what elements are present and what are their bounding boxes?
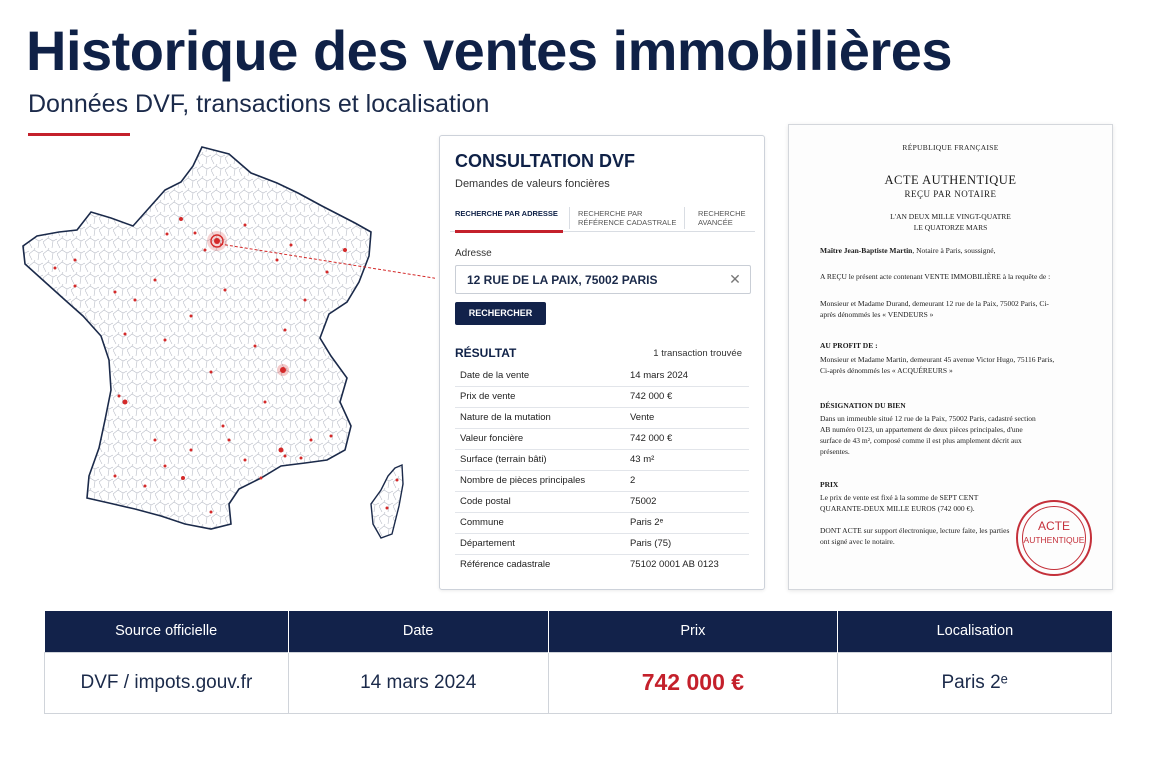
address-label: Adresse	[455, 248, 492, 259]
row-value: 43 m²	[625, 449, 749, 470]
row-value: 2	[625, 470, 749, 491]
row-key: Commune	[455, 512, 625, 533]
notarial-deed	[788, 124, 1113, 590]
title-accent-line	[28, 133, 130, 136]
notary-rest: , Notaire à Paris, soussigné,	[912, 246, 996, 255]
stamp-line2: AUTHENTIQUE	[1023, 535, 1085, 545]
panel-title: CONSULTATION DVF	[455, 151, 635, 171]
active-tab-indicator	[455, 230, 563, 233]
row-value: 75002	[625, 491, 749, 512]
address-input[interactable]	[455, 265, 751, 294]
row-value: Paris (75)	[625, 533, 749, 554]
row-value: 75102 0001 AB 0123	[630, 559, 719, 571]
row-key: Valeur foncière	[455, 428, 625, 449]
mainland-outline	[23, 147, 371, 529]
summary-row	[45, 652, 1112, 713]
row-key: Référence cadastrale	[460, 559, 551, 571]
tab-recherche-adresse[interactable]: RECHERCHE PAR ADRESSE	[455, 209, 558, 218]
deed-closing: DONT ACTE sur support électronique, lecture faite, les parties ont signé avec le notaire.	[820, 526, 1010, 546]
row-key: Date de la vente	[455, 365, 625, 386]
result-table	[455, 365, 749, 575]
row-value: 14 mars 2024	[625, 365, 749, 386]
search-tabs	[450, 206, 755, 232]
close-icon[interactable]: ✕	[729, 271, 741, 287]
stamp-line1: ACTE	[1037, 519, 1070, 533]
header-source: Source officielle	[45, 611, 289, 652]
deed-recu: A REÇU le présent acte contenant VENTE IMMOBILIÈRE à la requête de :	[820, 272, 1051, 281]
page-title: Historique des ventes immobilières	[26, 19, 952, 82]
row-value: 742 000 €	[625, 428, 749, 449]
value-date: 14 mars 2024	[288, 652, 548, 713]
table-row	[455, 386, 749, 407]
lyon-cluster	[277, 364, 289, 376]
row-value: 742 000 €	[625, 386, 749, 407]
header-localisation: Localisation	[838, 611, 1112, 652]
deed-date-line1: L'AN DEUX MILLE VINGT-QUATRE	[890, 212, 1011, 221]
row-key: Nature de la mutation	[455, 407, 625, 428]
table-row	[455, 449, 749, 470]
tab-reference-cadastrale[interactable]: RECHERCHE PAR RÉFÉRENCE CADASTRALE	[578, 209, 677, 227]
paris-marker	[207, 231, 227, 251]
table-row	[455, 554, 749, 575]
summary-header-row	[45, 611, 1112, 652]
deed-subheading: REÇU PAR NOTAIRE	[904, 189, 997, 199]
table-row	[455, 428, 749, 449]
tab-recherche-avancee[interactable]: RECHERCHE AVANCÉE	[698, 209, 746, 227]
notary-name: Maître Jean-Baptiste Martin	[820, 246, 913, 255]
authentic-stamp	[1016, 500, 1092, 576]
value-localisation: Paris 2ᵉ	[838, 652, 1112, 713]
deed-date-line2: LE QUATORZE MARS	[913, 223, 988, 232]
deed-sellers: Monsieur et Madame Durand, demeurant 12 rue de la Paix, 75002 Paris, Ci-après dénommés les « VENDEURS »	[820, 299, 1049, 319]
page-subtitle: Données DVF, transactions et localisation	[28, 90, 490, 118]
row-key: Code postal	[455, 491, 625, 512]
table-row	[455, 533, 749, 554]
table-row	[455, 512, 749, 533]
table-row	[455, 407, 749, 428]
row-value: Paris 2ᵉ	[625, 512, 749, 533]
table-row	[455, 491, 749, 512]
table-row	[455, 470, 749, 491]
summary-table	[44, 611, 1112, 714]
header-prix: Prix	[548, 611, 838, 652]
dvf-panel	[439, 135, 765, 590]
result-count: 1 transaction trouvée	[653, 348, 742, 359]
deed-buyers: Monsieur et Madame Martin, demeurant 45 avenue Victor Hugo, 75116 Paris, Ci-après dénommés les « ACQUÉREURS »	[820, 355, 1055, 375]
header-date: Date	[288, 611, 548, 652]
deed-prix: Le prix de vente est fixé à la somme de SEPT CENT QUARANTE-DEUX MILLE EUROS (742 000 €).	[820, 493, 979, 513]
row-key: Département	[455, 533, 625, 554]
table-row	[455, 365, 749, 386]
result-title: RÉSULTAT	[455, 346, 517, 360]
search-button[interactable]: RECHERCHER	[455, 302, 546, 325]
deed-heading: ACTE AUTHENTIQUE	[884, 173, 1017, 187]
deed-designation: Dans un immeuble situé 12 rue de la Paix, 75002 Paris, cadastré section AB numéro 0123, un appartement de deux pièces principales, d'une surface de 43 m², composé comme il est plus amplement décrit aux présentes.	[820, 414, 1036, 456]
france-map	[15, 140, 435, 570]
corsica-outline	[371, 465, 403, 538]
deed-republic: RÉPUBLIQUE FRANÇAISE	[902, 143, 999, 152]
row-value: Vente	[625, 407, 749, 428]
row-key: Surface (terrain bâti)	[455, 449, 625, 470]
deed-au-profit-title: AU PROFIT DE :	[820, 341, 878, 350]
row-key: Nombre de pièces principales	[455, 470, 625, 491]
panel-subtitle: Demandes de valeurs foncières	[455, 178, 610, 190]
row-key: Prix de vente	[455, 386, 625, 407]
value-source: DVF / impots.gouv.fr	[45, 652, 289, 713]
deed-designation-title: DÉSIGNATION DU BIEN	[820, 401, 906, 410]
deed-notary	[820, 245, 1060, 256]
value-prix: 742 000 €	[548, 652, 838, 713]
deed-prix-title: PRIX	[820, 480, 839, 489]
